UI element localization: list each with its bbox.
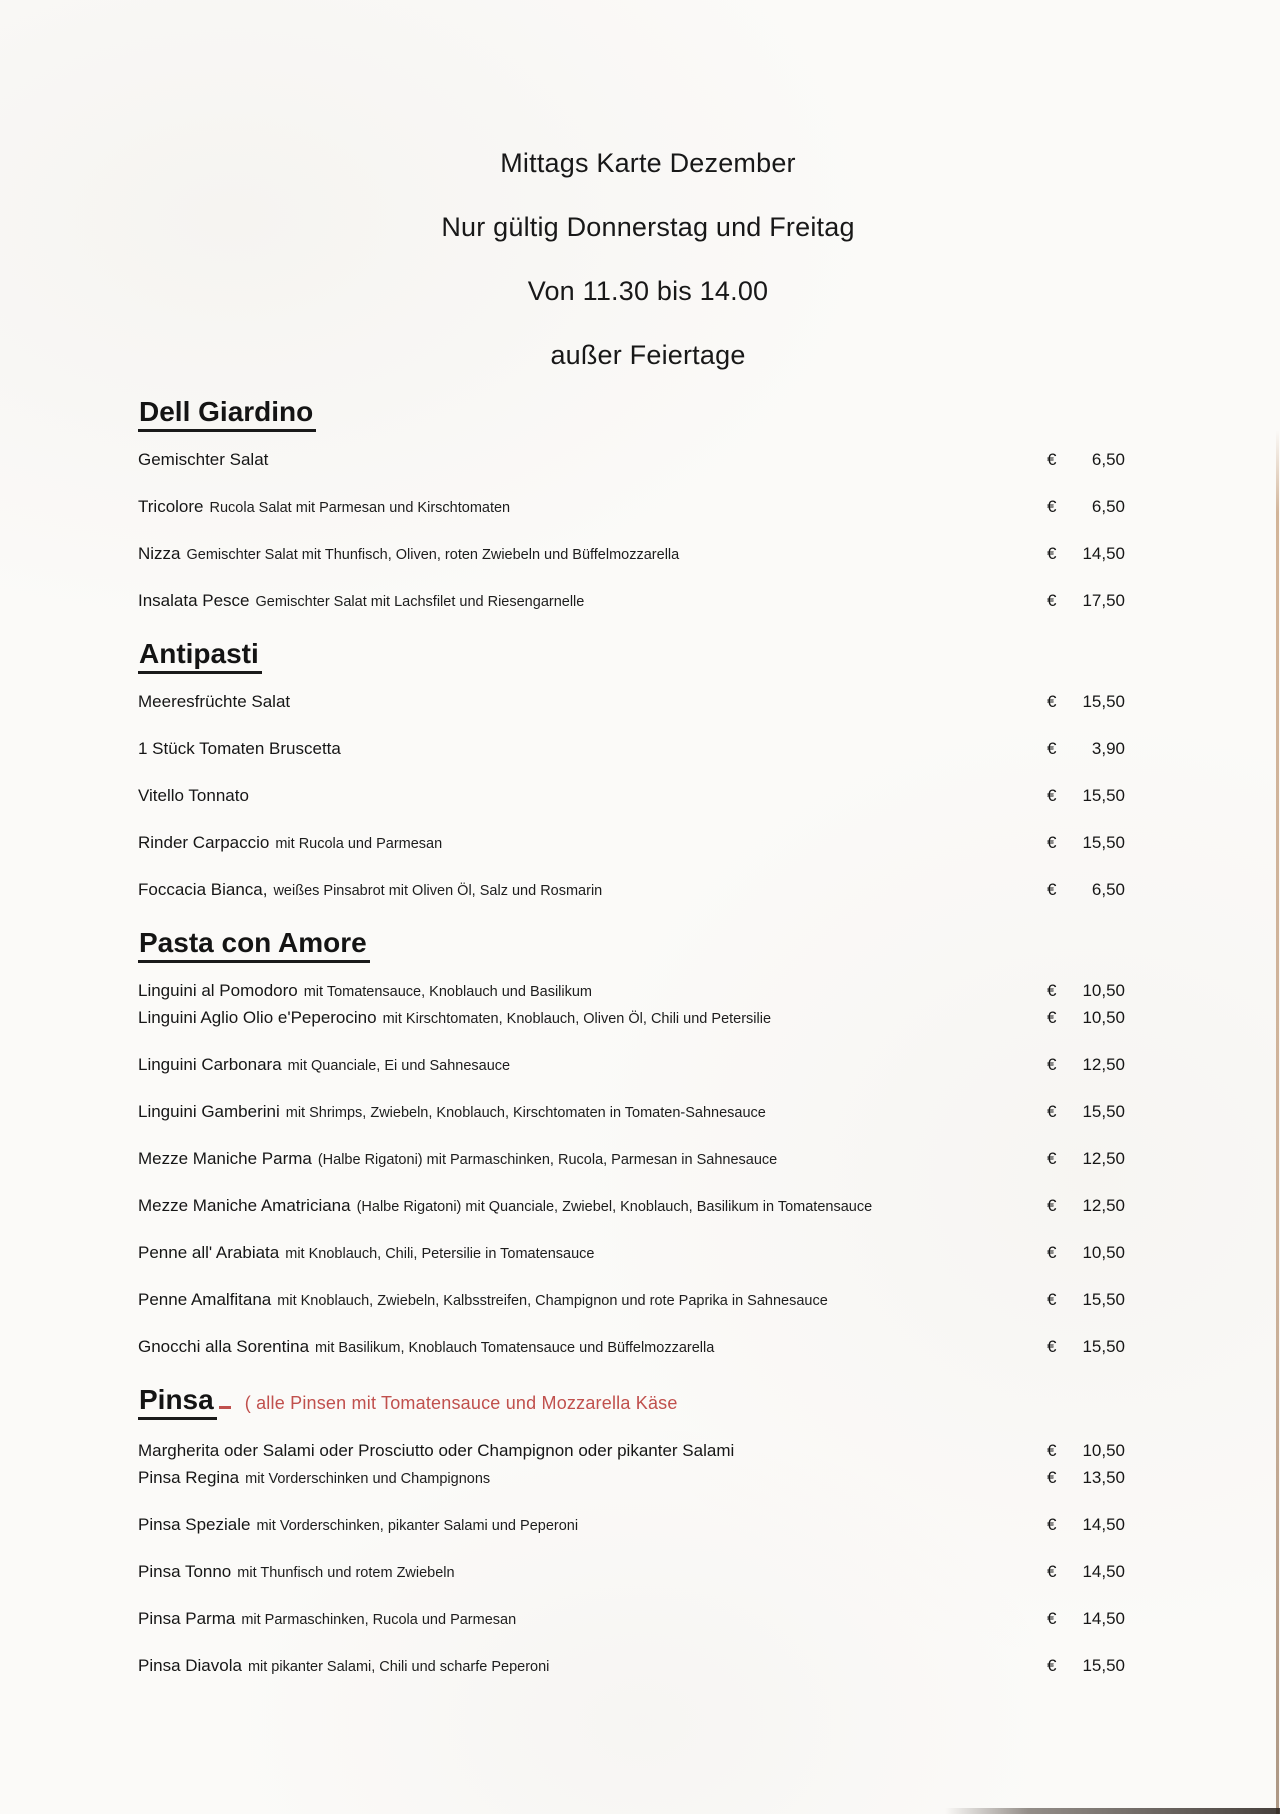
item-price [1047, 1441, 1125, 1461]
item-price [1047, 786, 1125, 806]
price-amount: 15,50 [1082, 1337, 1125, 1356]
item-price [1047, 450, 1125, 470]
item-name: Pinsa Speziale [138, 1515, 251, 1534]
item-price [1047, 981, 1125, 1001]
menu-item-row [138, 1102, 1125, 1123]
price-amount: 17,50 [1082, 591, 1125, 610]
item-description: Gemischter Salat mit Thunfisch, Oliven, roten Zwiebeln und Büffelmozzarella [186, 547, 680, 563]
item-price [1047, 1515, 1125, 1535]
menu-item-text [138, 1243, 594, 1264]
menu-hours: Von 11.30 bis 14.00 [527, 276, 769, 306]
menu-item-row [138, 880, 1125, 901]
item-description: mit Knoblauch, Chili, Petersilie in Tomatensauce [285, 1246, 595, 1262]
item-description: mit Shrimps, Zwiebeln, Knoblauch, Kirschtomaten in Tomaten-Sahnesauce [285, 1105, 766, 1121]
item-description: mit Knoblauch, Zwiebeln, Kalbsstreifen, Champignon und rote Paprika in Sahnesauce [277, 1293, 828, 1309]
menu-item-text [138, 1149, 777, 1170]
section-heading-row [138, 1384, 1125, 1419]
red-underline-mark [219, 1406, 231, 1409]
menu-item-row [138, 739, 1125, 760]
euro-sign: € [1047, 981, 1057, 1000]
euro-sign: € [1047, 1055, 1057, 1074]
section-heading: Pinsa [138, 1384, 217, 1420]
item-name: Foccacia Bianca, [138, 880, 268, 899]
item-name: Tricolore [138, 497, 204, 516]
scan-edge-bottom-artifact [945, 1808, 1280, 1814]
menu-item-row [138, 1609, 1125, 1630]
item-price [1047, 1149, 1125, 1169]
menu-item-row [138, 1468, 1125, 1489]
item-name: Linguini Carbonara [138, 1055, 282, 1074]
menu-item-row [138, 1290, 1125, 1311]
menu-item-row [138, 786, 1125, 807]
item-description: mit Tomatensauce, Knoblauch und Basilikum [303, 984, 592, 1000]
menu-item-text [138, 544, 679, 565]
item-price [1047, 1196, 1125, 1216]
item-name: Linguini Aglio Olio e'Peperocino [138, 1008, 377, 1027]
item-name: Gemischter Salat [138, 450, 269, 469]
menu-item-text [138, 692, 290, 713]
item-price [1047, 739, 1125, 759]
menu-item-text [138, 1290, 828, 1311]
item-description: mit Thunfisch und rotem Zwiebeln [237, 1565, 455, 1581]
item-price [1047, 544, 1125, 564]
menu-item-text [138, 1441, 734, 1462]
price-amount: 14,50 [1082, 544, 1125, 563]
menu-section [138, 638, 1125, 901]
menu-item-text [138, 1055, 510, 1076]
item-name: Meeresfrüchte Salat [138, 692, 291, 711]
item-price [1047, 1337, 1125, 1357]
price-amount: 14,50 [1082, 1515, 1125, 1534]
euro-sign: € [1047, 833, 1057, 852]
price-amount: 13,50 [1082, 1468, 1125, 1487]
item-name: Rinder Carpaccio [138, 833, 270, 852]
menu-item-row [138, 1008, 1125, 1029]
menu-item-row [138, 1441, 1125, 1462]
item-name: Gnocchi alla Sorentina [138, 1337, 310, 1356]
menu-item-text [138, 1656, 549, 1677]
menu-header [8, 0, 1280, 370]
item-name: Pinsa Diavola [138, 1656, 242, 1675]
section-note: ( alle Pinsen mit Tomatensauce und Mozzarella Käse [244, 1393, 678, 1413]
price-amount: 12,50 [1082, 1196, 1125, 1215]
item-name: Linguini Gamberini [138, 1102, 280, 1121]
menu-item-row [138, 1149, 1125, 1170]
price-amount: 10,50 [1082, 1441, 1125, 1460]
euro-sign: € [1047, 1290, 1057, 1309]
item-description: mit Vorderschinken, pikanter Salami und Peperoni [256, 1518, 579, 1534]
euro-sign: € [1047, 692, 1057, 711]
menu-item-text [138, 833, 442, 854]
menu-item-text [138, 1337, 714, 1358]
item-price [1047, 1008, 1125, 1028]
menu-section [138, 927, 1125, 1358]
section-heading: Antipasti [138, 638, 262, 674]
item-description: mit Rucola und Parmesan [275, 836, 443, 852]
item-name: Mezze Maniche Parma [138, 1149, 312, 1168]
item-price [1047, 591, 1125, 611]
menu-item-row [138, 1337, 1125, 1358]
menu-section [138, 396, 1125, 612]
item-price [1047, 1656, 1125, 1676]
item-description: (Halbe Rigatoni) mit Quanciale, Zwiebel, Knoblauch, Basilikum in Tomatensauce [356, 1199, 873, 1215]
price-amount: 14,50 [1082, 1609, 1125, 1628]
menu-item-text [138, 1515, 578, 1536]
price-amount: 10,50 [1082, 981, 1125, 1000]
menu-item-text [138, 739, 341, 760]
item-name: Pinsa Parma [138, 1609, 236, 1628]
menu-item-row [138, 591, 1125, 612]
item-name: Pinsa Tonno [138, 1562, 232, 1581]
euro-sign: € [1047, 1008, 1057, 1027]
euro-sign: € [1047, 1609, 1057, 1628]
euro-sign: € [1047, 1149, 1057, 1168]
euro-sign: € [1047, 1102, 1057, 1121]
menu-item-text [138, 1609, 516, 1630]
item-name: Linguini al Pomodoro [138, 981, 298, 1000]
euro-sign: € [1047, 497, 1057, 516]
menu-holiday-note: außer Feiertage [550, 340, 746, 370]
item-description: mit pikanter Salami, Chili und scharfe Peperoni [247, 1659, 550, 1675]
item-price [1047, 1609, 1125, 1629]
item-name: Insalata Pesce [138, 591, 250, 610]
euro-sign: € [1047, 1441, 1057, 1460]
menu-item-text [138, 497, 510, 518]
item-name: Penne all' Arabiata [138, 1243, 280, 1262]
price-amount: 12,50 [1082, 1055, 1125, 1074]
item-name: Penne Amalfitana [138, 1290, 272, 1309]
item-name: 1 Stück Tomaten Bruscetta [138, 739, 341, 758]
menu-item-text [138, 450, 268, 471]
euro-sign: € [1047, 786, 1057, 805]
menu-item-row [138, 544, 1125, 565]
menu-sections [138, 396, 1125, 1677]
item-price [1047, 497, 1125, 517]
menu-item-row [138, 1055, 1125, 1076]
price-amount: 15,50 [1082, 833, 1125, 852]
menu-item-row [138, 497, 1125, 518]
menu-item-text [138, 1196, 872, 1217]
euro-sign: € [1047, 591, 1057, 610]
scan-edge-right-artifact [1276, 430, 1279, 1814]
section-heading-row [138, 396, 1125, 428]
section-heading: Pasta con Amore [138, 927, 370, 963]
price-amount: 6,50 [1091, 450, 1125, 469]
euro-sign: € [1047, 1337, 1057, 1356]
item-description: (Halbe Rigatoni) mit Parmaschinken, Rucola, Parmesan in Sahnesauce [317, 1152, 778, 1168]
item-description: Rucola Salat mit Parmesan und Kirschtomaten [209, 500, 511, 516]
price-amount: 15,50 [1082, 692, 1125, 711]
item-price [1047, 1562, 1125, 1582]
euro-sign: € [1047, 544, 1057, 563]
euro-sign: € [1047, 450, 1057, 469]
menu-item-row [138, 833, 1125, 854]
section-heading-row [138, 638, 1125, 670]
item-name: Mezze Maniche Amatriciana [138, 1196, 351, 1215]
menu-item-text [138, 591, 584, 612]
euro-sign: € [1047, 739, 1057, 758]
menu-title: Mittags Karte Dezember [500, 148, 796, 178]
menu-item-row [138, 1243, 1125, 1264]
euro-sign: € [1047, 880, 1057, 899]
menu-item-row [138, 981, 1125, 1002]
euro-sign: € [1047, 1243, 1057, 1262]
menu-item-row [138, 1656, 1125, 1677]
price-amount: 14,50 [1082, 1562, 1125, 1581]
item-price [1047, 1468, 1125, 1488]
price-amount: 10,50 [1082, 1008, 1125, 1027]
menu-item-row [138, 1562, 1125, 1583]
price-amount: 15,50 [1082, 1102, 1125, 1121]
euro-sign: € [1047, 1196, 1057, 1215]
price-amount: 3,90 [1091, 739, 1125, 758]
item-price [1047, 1290, 1125, 1310]
item-price [1047, 833, 1125, 853]
euro-sign: € [1047, 1562, 1057, 1581]
menu-item-text [138, 1468, 490, 1489]
item-description: mit Parmaschinken, Rucola und Parmesan [241, 1612, 517, 1628]
price-amount: 12,50 [1082, 1149, 1125, 1168]
menu-item-row [138, 1515, 1125, 1536]
menu-item-row [138, 692, 1125, 713]
section-heading-row [138, 927, 1125, 959]
item-description: Gemischter Salat mit Lachsfilet und Riesengarnelle [255, 594, 585, 610]
item-description: mit Vorderschinken und Champignons [245, 1471, 491, 1487]
menu-item-text [138, 1008, 771, 1029]
item-name: Margherita oder Salami oder Prosciutto oder Champignon oder pikanter Salami [138, 1441, 735, 1460]
price-amount: 6,50 [1091, 497, 1125, 516]
item-name: Vitello Tonnato [138, 786, 249, 805]
euro-sign: € [1047, 1515, 1057, 1534]
item-price [1047, 692, 1125, 712]
menu-item-text [138, 880, 602, 901]
menu-item-text [138, 786, 249, 807]
euro-sign: € [1047, 1468, 1057, 1487]
menu-item-text [138, 1562, 455, 1583]
item-description: mit Basilikum, Knoblauch Tomatensauce und Büffelmozzarella [315, 1340, 715, 1356]
price-amount: 15,50 [1082, 1290, 1125, 1309]
menu-validity-days: Nur gültig Donnerstag und Freitag [441, 212, 855, 242]
item-price [1047, 1102, 1125, 1122]
section-heading: Dell Giardino [138, 396, 316, 432]
item-price [1047, 880, 1125, 900]
menu-item-row [138, 1196, 1125, 1217]
menu-item-row [138, 450, 1125, 471]
menu-item-text [138, 981, 592, 1002]
item-description: mit Kirschtomaten, Knoblauch, Oliven Öl, Chili und Petersilie [382, 1011, 772, 1027]
price-amount: 15,50 [1082, 786, 1125, 805]
menu-item-text [138, 1102, 766, 1123]
price-amount: 10,50 [1082, 1243, 1125, 1262]
item-description: weißes Pinsabrot mit Oliven Öl, Salz und Rosmarin [273, 883, 603, 899]
item-name: Nizza [138, 544, 181, 563]
price-amount: 15,50 [1082, 1656, 1125, 1675]
item-price [1047, 1055, 1125, 1075]
item-price [1047, 1243, 1125, 1263]
price-amount: 6,50 [1091, 880, 1125, 899]
euro-sign: € [1047, 1656, 1057, 1675]
item-description: mit Quanciale, Ei und Sahnesauce [287, 1058, 511, 1074]
item-name: Pinsa Regina [138, 1468, 240, 1487]
menu-section [138, 1384, 1125, 1677]
